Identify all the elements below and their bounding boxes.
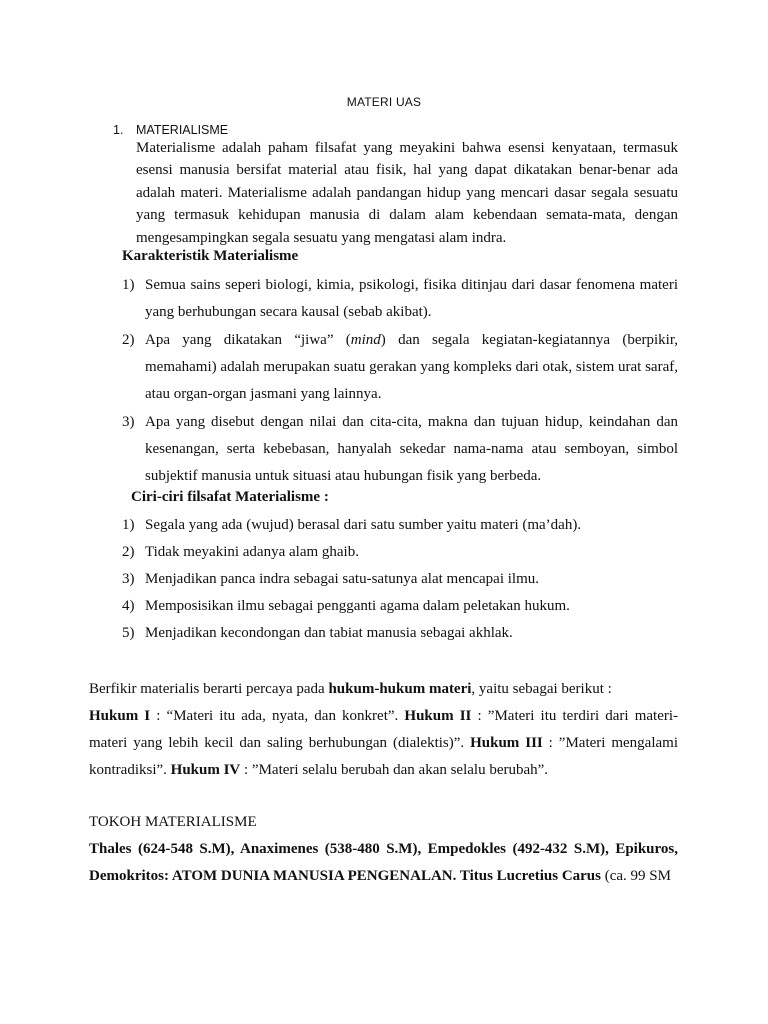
list-item-number: 3): [122, 414, 135, 430]
list-item-text: Segala yang ada (wujud) berasal dari satu sumber yaitu materi (ma’dah).: [145, 517, 582, 533]
page-title: MATERI UAS: [346, 95, 422, 109]
list-item: [122, 566, 678, 593]
hukum-intro-bold: hukum-hukum materi: [328, 681, 472, 697]
list-item-text: Apa yang dikatakan “jiwa” (mind) dan segala kegiatan-kegiatannya (berpikir, memahami) adalah merupakan suatu gerakan yang kompleks dari otak, sistem urat saraf, atau organ-organ jasmani yang lainnya.: [145, 332, 678, 402]
list-item: [122, 620, 678, 647]
list-item-number: 4): [122, 598, 135, 614]
section-heading: MATERIALISME: [136, 123, 229, 137]
list-item-text: Tidak meyakini adanya alam ghaib.: [145, 544, 359, 560]
list-item-text: Apa yang disebut dengan nilai dan cita-cita, makna dan tujuan hidup, keindahan dan kesenangan, serta kebebasan, hanyalah sekedar nama-nama atau semboyan, simbol subjektif manusia untuk situasi atau hubungan fisik yang berbeda.: [145, 414, 678, 484]
karakteristik-heading: Karakteristik Materialisme: [122, 248, 299, 264]
list-item: [122, 327, 678, 408]
list-item-number: 5): [122, 625, 135, 641]
ciri-list: [122, 512, 678, 647]
section-paragraph: Materialisme adalah paham filsafat yang meyakini bahwa esensi kenyataan, termasuk esensi manusia bersifat material atau fisik, hal yang dapat dikatakan benar-benar ada adalah materi. Materialisme adalah pandangan hidup yang mencari dasar segala sesuatu yang termasuk kehidupan manusia di dalam alam kebendaan semata-mata, dengan mengesampingkan segala sesuatu yang mengatasi alam indra.: [136, 140, 678, 246]
list-item: [122, 539, 678, 566]
list-item-text: Memposisikan ilmu sebagai pengganti agama dalam peletakan hukum.: [145, 598, 570, 614]
list-item-text: Menjadikan panca indra sebagai satu-satunya alat mencapai ilmu.: [145, 571, 540, 587]
list-item-text: Menjadikan kecondongan dan tabiat manusia sebagai akhlak.: [145, 625, 513, 641]
list-item-number: 2): [122, 544, 135, 560]
hukum-1-label: Hukum I: [89, 708, 151, 724]
hukum-intro: Berfikir materialis berarti percaya pada hukum-hukum materi, yaitu sebagai berikut :: [89, 681, 612, 697]
list-item-number: 2): [122, 332, 135, 348]
section-number: 1.: [113, 123, 124, 137]
karakteristik-list: [122, 272, 678, 490]
hukum-paragraph: [89, 676, 678, 784]
hukum-list: Hukum I : “Materi itu ada, nyata, dan konkret”. Hukum II : ”Materi itu terdiri dari materi-materi yang lebih kecil dan saling berhubungan (dialektis)”. Hukum III : ”Materi mengalami kontradiksi”. Hukum IV : ”Materi selalu berubah dan akan selalu berubah”.: [89, 708, 679, 778]
list-item-text: Semua sains seperi biologi, kimia, psikologi, fisika ditinjau dari dasar fenomena materi yang berhubungan secara kausal (sebab akibat).: [145, 277, 678, 320]
hukum-4-label: Hukum IV: [170, 762, 241, 778]
list-item: [122, 272, 678, 326]
emphasis: mind: [350, 332, 381, 348]
ciri-heading: Ciri-ciri filsafat Materialisme :: [131, 489, 329, 505]
hukum-3-label: Hukum III: [470, 735, 543, 751]
list-item: [122, 512, 678, 539]
tokoh-heading: TOKOH MATERIALISME: [89, 814, 257, 830]
list-item-number: 1): [122, 517, 135, 533]
tokoh-paragraph: Thales (624-548 S.M), Anaximenes (538-480 S.M), Empedokles (492-432 S.M), Epikuros, Demokritos: ATOM DUNIA MANUSIA PENGENALAN. Titus Lucretius Carus (ca. 99 SM: [89, 841, 678, 884]
list-item: [122, 593, 678, 620]
tokoh-bold-text: Thales (624-548 S.M), Anaximenes (538-480 S.M), Empedokles (492-432 S.M), Epikuros, Demokritos: ATOM DUNIA MANUSIA PENGENALAN. Titus Lucretius Carus: [89, 841, 678, 884]
list-item: [122, 409, 678, 490]
list-item-number: 3): [122, 571, 135, 587]
list-item-number: 1): [122, 277, 135, 293]
hukum-2-label: Hukum II: [404, 708, 472, 724]
